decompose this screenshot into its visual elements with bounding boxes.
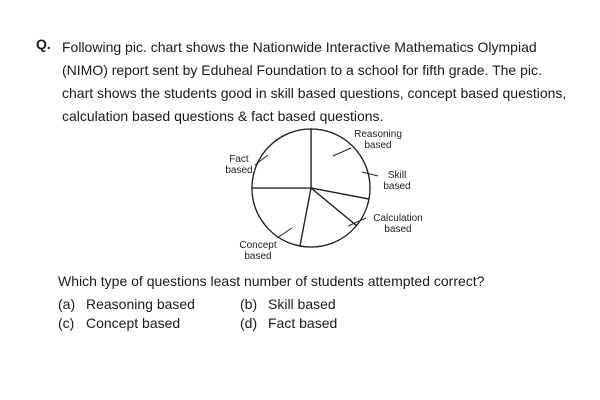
slice-label-calculation-based: Calculation [373,213,423,224]
slice-label-fact-based: Fact [229,154,249,165]
slice-label-reasoning-based: Reasoning [354,129,402,140]
option-d[interactable] [240,315,337,331]
slice-label-concept-based: based [244,251,272,262]
slice-label-concept-based: Concept [239,240,277,251]
sub-question: Which type of questions least number of students attempted correct? [58,273,485,289]
option-text: Skill based [268,296,336,312]
question-label: Q. [36,36,51,52]
option-key: (c) [58,315,75,331]
option-text: Fact based [268,315,338,331]
option-key: (b) [240,296,258,312]
question-line: (NIMO) report sent by Eduheal Foundation to a school for fifth grade. The pic. [62,62,542,78]
pie-slice-concept-based [252,188,311,246]
option-b[interactable] [240,296,336,312]
question-line: calculation based questions & fact based questions. [62,108,384,124]
option-c[interactable] [58,315,180,331]
option-key: (d) [240,315,258,331]
slice-label-calculation-based: based [384,224,412,235]
question-line: chart shows the students good in skill based questions, concept based questions, [62,85,567,101]
option-text: Reasoning based [86,296,195,312]
option-key: (a) [58,296,76,312]
slice-label-fact-based: based [225,165,253,176]
option-a[interactable] [58,296,195,312]
question-line: Following pic. chart shows the Nationwide Interactive Mathematics Olympiad [62,39,537,55]
slice-label-reasoning-based: based [364,140,392,151]
pie-slice-fact-based [252,129,311,188]
slice-label-skill-based: based [383,181,411,192]
option-text: Concept based [86,315,181,331]
slice-label-skill-based: Skill [387,170,407,181]
